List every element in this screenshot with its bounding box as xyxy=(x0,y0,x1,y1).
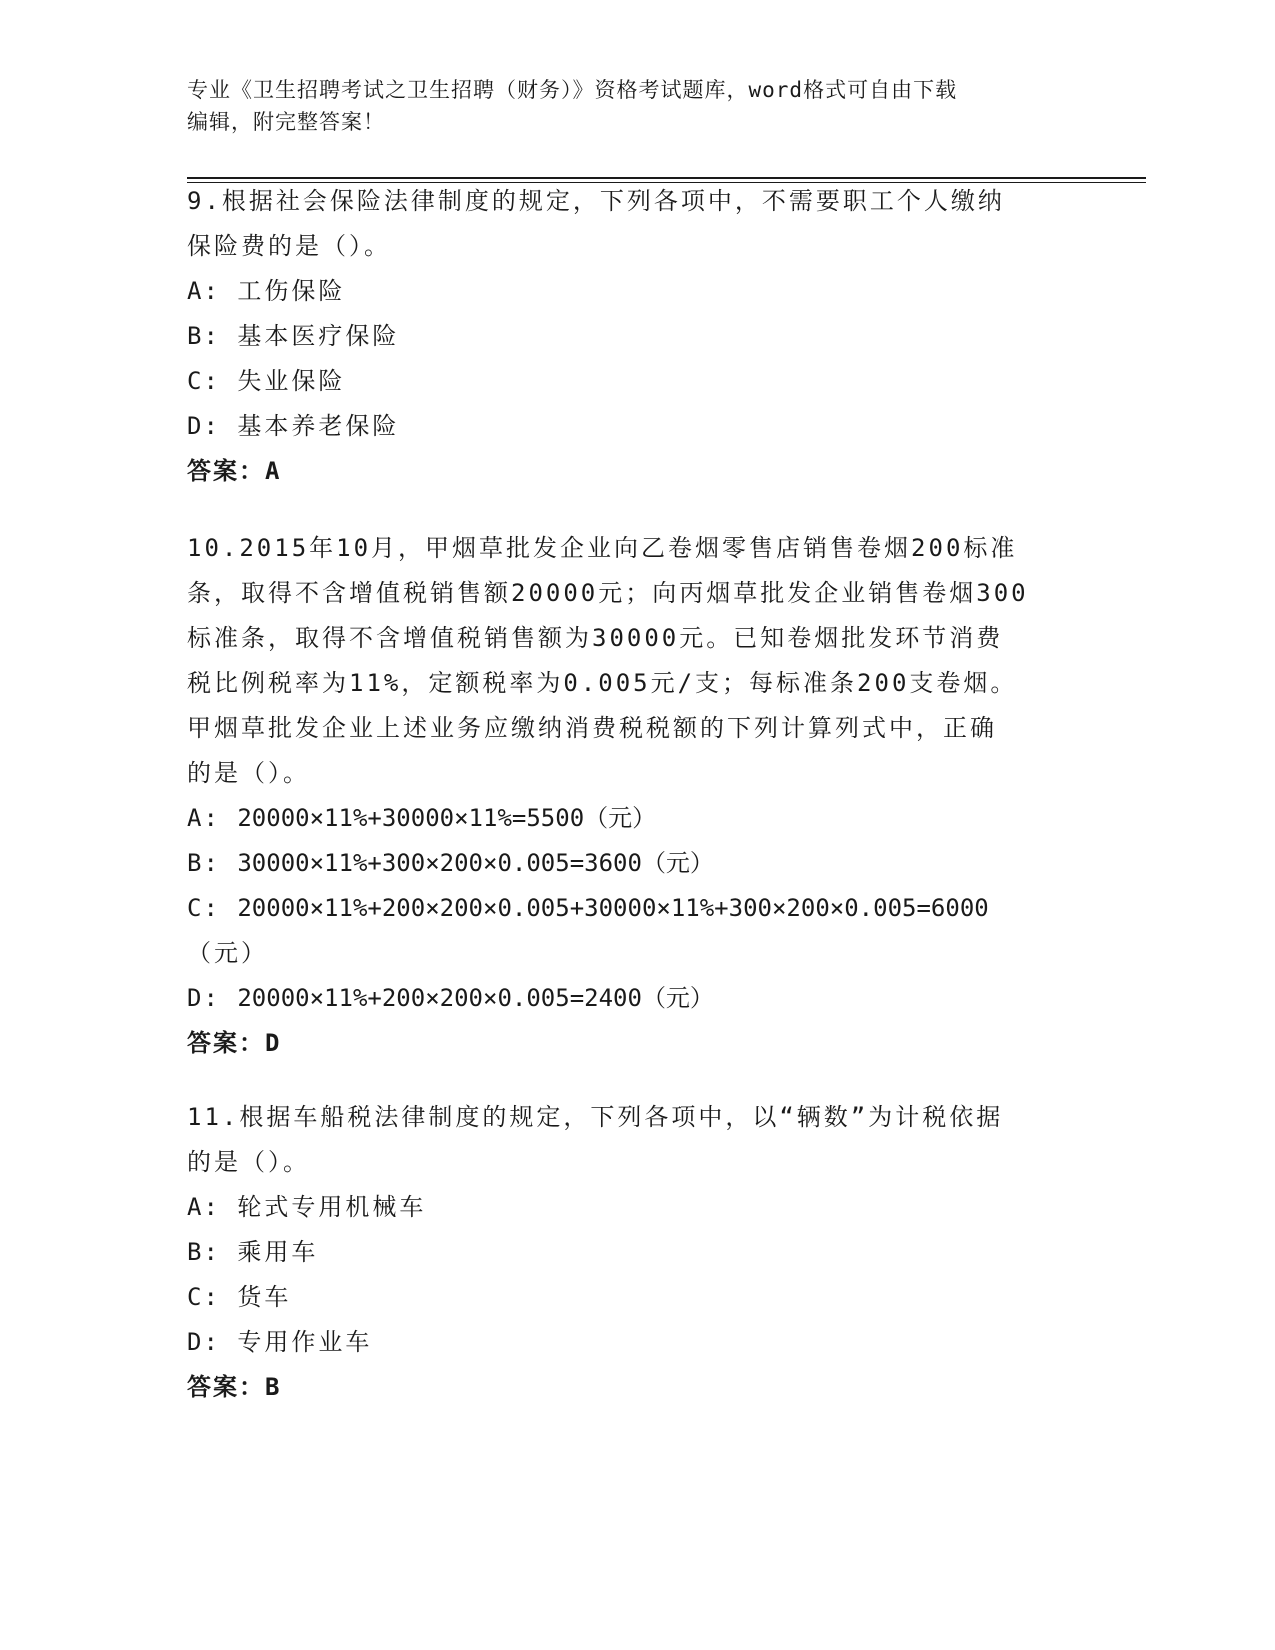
question-text-line: 税比例税率为11%，定额税率为0.005元/支；每标准条200支卷烟。 xyxy=(187,669,1018,697)
answer-label: 答案：B xyxy=(187,1373,282,1401)
question-11 xyxy=(187,1095,1087,1410)
answer-label: 答案：A xyxy=(187,457,282,485)
option-d: D: 20000×11%+200×200×0.005=2400（元） xyxy=(187,984,714,1012)
option-c: C: 20000×11%+200×200×0.005+30000×11%+300×200×0.005=6000 xyxy=(187,894,989,922)
question-text-line: 10.2015年10月，甲烟草批发企业向乙卷烟零售店销售卷烟200标准 xyxy=(187,534,1018,562)
option-b: B: 30000×11%+300×200×0.005=3600（元） xyxy=(187,849,714,877)
question-text-line: 的是（）。 xyxy=(187,759,310,787)
question-text-line: 标准条，取得不含增值税销售额为30000元。已知卷烟批发环节消费 xyxy=(187,624,1004,652)
question-text-line: 条，取得不含增值税销售额20000元；向丙烟草批发企业销售卷烟300 xyxy=(187,579,1029,607)
option-a: A: 工伤保险 xyxy=(187,277,346,305)
question-9 xyxy=(187,179,1087,494)
option-a: A: 20000×11%+30000×11%=5500（元） xyxy=(187,804,657,832)
header-line-1: 专业《卫生招聘考试之卫生招聘（财务）》资格考试题库，word格式可自由下载 xyxy=(187,78,958,102)
answer-label: 答案：D xyxy=(187,1029,282,1057)
option-c: C: 失业保险 xyxy=(187,367,346,395)
option-b: B: 基本医疗保险 xyxy=(187,322,400,350)
option-d: D: 基本养老保险 xyxy=(187,412,400,440)
question-10 xyxy=(187,526,1087,1066)
question-text-line: 的是（）。 xyxy=(187,1148,310,1176)
question-text-line: 11.根据车船税法律制度的规定，下列各项中，以“辆数”为计税依据 xyxy=(187,1103,1004,1131)
question-text-line: 甲烟草批发企业上述业务应缴纳消费税税额的下列计算列式中，正确 xyxy=(187,714,997,742)
option-d: D: 专用作业车 xyxy=(187,1328,373,1356)
option-c: C: 货车 xyxy=(187,1283,292,1311)
question-text-line: 9.根据社会保险法律制度的规定，下列各项中，不需要职工个人缴纳 xyxy=(187,187,1005,215)
option-b: B: 乘用车 xyxy=(187,1238,319,1266)
option-c-continuation: （元） xyxy=(187,939,268,967)
header-line-2: 编辑，附完整答案！ xyxy=(187,110,385,134)
document-header xyxy=(187,74,1087,138)
question-text-line: 保险费的是（）。 xyxy=(187,232,391,260)
option-a: A: 轮式专用机械车 xyxy=(187,1193,427,1221)
